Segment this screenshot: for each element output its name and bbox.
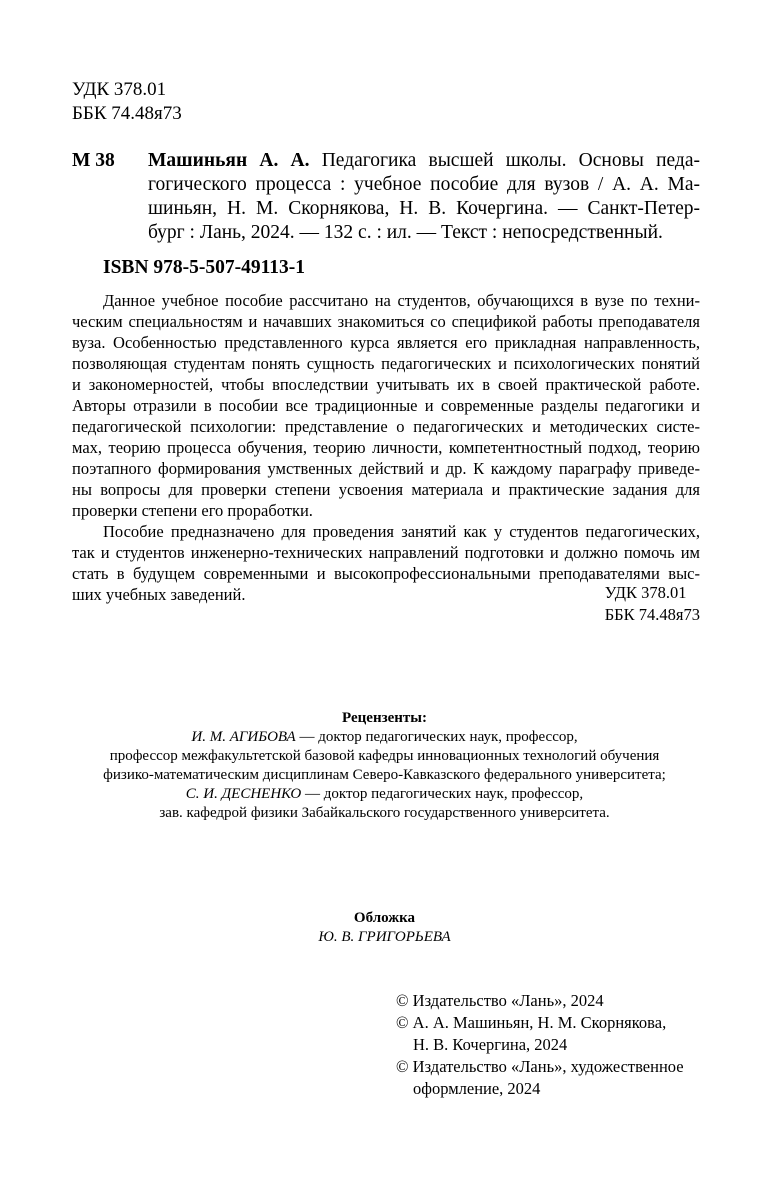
reviewer-2-name: С. И. ДЕСНЕНКО (185, 786, 302, 802)
abstract-line: стать в будущем современными и высокопрофессиональными преподавателями выс- (72, 564, 700, 583)
udk-code: УДК 378.01 (72, 79, 167, 100)
abstract-line: и закономерностей, чтобы впоследствии учитывать их в своей практической работе. (72, 375, 700, 394)
entry-author: Машиньян А. А. (148, 150, 310, 171)
abstract-line: Данное учебное пособие рассчитано на студентов, обучающихся в вузе по техни- (103, 291, 700, 310)
isbn: ISBN 978-5-507-49113-1 (103, 257, 306, 278)
reviewer-1 (0, 728, 769, 747)
reviewer-2-position: зав. кафедрой физики Забайкальского государственного университета. (159, 805, 610, 821)
entry-line-1 (148, 149, 700, 173)
reviewer-1-title: — доктор педагогических наук, профессор, (295, 729, 578, 745)
udk-code: УДК 378.01 (604, 583, 687, 602)
bibliographic-description (148, 149, 700, 245)
copyright-publisher: © Издательство «Лань», 2024 (396, 991, 604, 1010)
reviewers-block (0, 709, 769, 823)
abstract-line: Пособие предназначено для проведения занятий как у студентов педагогических, (103, 522, 700, 541)
reviewer-1-name: И. М. АГИБОВА (191, 729, 296, 745)
copyright-authors-cont: Н. В. Кочергина, 2024 (413, 1035, 568, 1054)
reviewers-heading: Рецензенты: (342, 710, 427, 726)
abstract-line: так и студентов инженерно-технических направлений подготовки и должно помочь им (72, 543, 700, 562)
reviewer-1-position: профессор межфакультетской базовой кафедры инновационных технологий обучения (109, 748, 660, 764)
copyright-block (396, 990, 684, 1100)
abstract-line: позволяющая студентам понять сущность педагогических и психологических понятий (72, 354, 700, 373)
entry-line-3: шиньян, Н. М. Скорнякова, Н. В. Кочергина. — Санкт-Петер- (148, 198, 700, 219)
abstract-line: вуза. Особенностью представленного курса является его прикладная направленность, (72, 333, 700, 352)
copyright-design-cont: оформление, 2024 (413, 1079, 541, 1098)
abstract (72, 290, 700, 605)
classification-header (72, 78, 182, 126)
abstract-line: проверки степени его проработки. (72, 501, 313, 520)
reviewer-1-affiliation: физико-математическим дисциплинам Северо-Кавказского федерального университета; (103, 767, 666, 783)
cover-credit (0, 909, 769, 947)
abstract-paragraph-1 (72, 290, 700, 521)
bbk-code: ББК 74.48я73 (72, 103, 182, 124)
abstract-line: ших учебных заведений. (72, 585, 246, 604)
entry-line-4: бург : Лань, 2024. — 132 с. : ил. — Текст : непосредственный. (148, 222, 663, 243)
abstract-line: поэтапного формирования умственных действий и др. К каждому параграфу приведе- (72, 459, 700, 478)
abstract-line: педагогической психологии: представление о педагогических и методических систе- (72, 417, 700, 436)
classification-footer (605, 582, 700, 626)
abstract-line: Авторы отразили в пособии все традиционные и современные разделы педагогики и (72, 396, 700, 415)
copyright-authors: © А. А. Машиньян, Н. М. Скорнякова, (396, 1013, 667, 1032)
entry-line-2: гогического процесса : учебное пособие для вузов / А. А. Ма- (148, 174, 700, 195)
author-mark: М 38 (72, 150, 115, 171)
reviewer-2 (0, 785, 769, 804)
abstract-line: ческим специальностям и начавших знакомиться со спецификой работы преподавателя (72, 312, 700, 331)
copyright-design: © Издательство «Лань», художественное (396, 1057, 684, 1076)
abstract-line: ны вопросы для проверки степени усвоения материала и практические задания для (72, 480, 700, 499)
entry-title: Педагогика высшей школы. Основы педа- (309, 150, 700, 171)
cover-heading: Обложка (353, 910, 416, 926)
bbk-code: ББК 74.48я73 (604, 605, 700, 624)
cover-designer: Ю. В. ГРИГОРЬЕВА (318, 929, 451, 945)
abstract-line: мах, теорию процесса обучения, теорию личности, компетентностный подход, теорию (72, 438, 700, 457)
reviewer-2-title: — доктор педагогических наук, профессор, (301, 786, 584, 802)
